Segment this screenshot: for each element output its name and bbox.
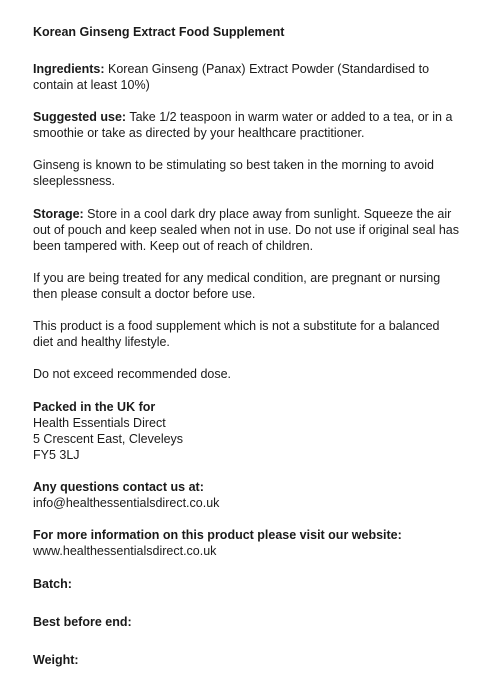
label-document: [33, 24, 463, 690]
supplement-note: This product is a food supplement which is not a substitute for a balanced diet and healthy lifestyle.: [33, 319, 440, 349]
suggested-use-label: Suggested use:: [33, 110, 127, 124]
ingredients-text: Korean Ginseng (Panax) Extract Powder (Standardised to contain at least 10%): [33, 62, 430, 92]
suggested-use-paragraph: [33, 109, 463, 141]
website-block: [33, 527, 463, 559]
address-line-2: 5 Crescent East, Cleveleys: [33, 432, 184, 446]
storage-label: Storage:: [33, 207, 84, 221]
ginseng-note: Ginseng is known to be stimulating so best taken in the morning to avoid sleeplessness.: [33, 158, 434, 188]
best-before-field: Best before end:: [33, 615, 132, 629]
packed-block: [33, 399, 463, 463]
weight-field: Weight:: [33, 653, 79, 667]
contact-label: Any questions contact us at:: [33, 480, 204, 494]
medical-note: If you are being treated for any medical condition, are pregnant or nursing then please consult a doctor before use.: [33, 271, 441, 301]
dose-note: Do not exceed recommended dose.: [33, 367, 232, 381]
storage-text: Store in a cool dark dry place away from sunlight. Squeeze the air out of pouch and keep sealed when not in use. Do not use if original seal has been tampered with. Keep out of reach of children.: [33, 207, 459, 253]
ingredients-paragraph: [33, 61, 463, 93]
packed-label: Packed in the UK for: [33, 400, 156, 414]
address-line-1: Health Essentials Direct: [33, 416, 166, 430]
ingredients-label: Ingredients:: [33, 62, 105, 76]
website-label: For more information on this product please visit our website:: [33, 528, 402, 542]
product-title: Korean Ginseng Extract Food Supplement: [33, 25, 285, 39]
contact-block: [33, 479, 463, 511]
address-line-3: FY5 3LJ: [33, 448, 80, 462]
batch-field: Batch:: [33, 577, 72, 591]
contact-email: info@healthessentialsdirect.co.uk: [33, 496, 220, 510]
suggested-use-text: Take 1/2 teaspoon in warm water or added to a tea, or in a smoothie or take as directed by your healthcare practitioner.: [33, 110, 453, 140]
website-url: www.healthessentialsdirect.co.uk: [33, 544, 217, 558]
storage-paragraph: [33, 206, 463, 254]
